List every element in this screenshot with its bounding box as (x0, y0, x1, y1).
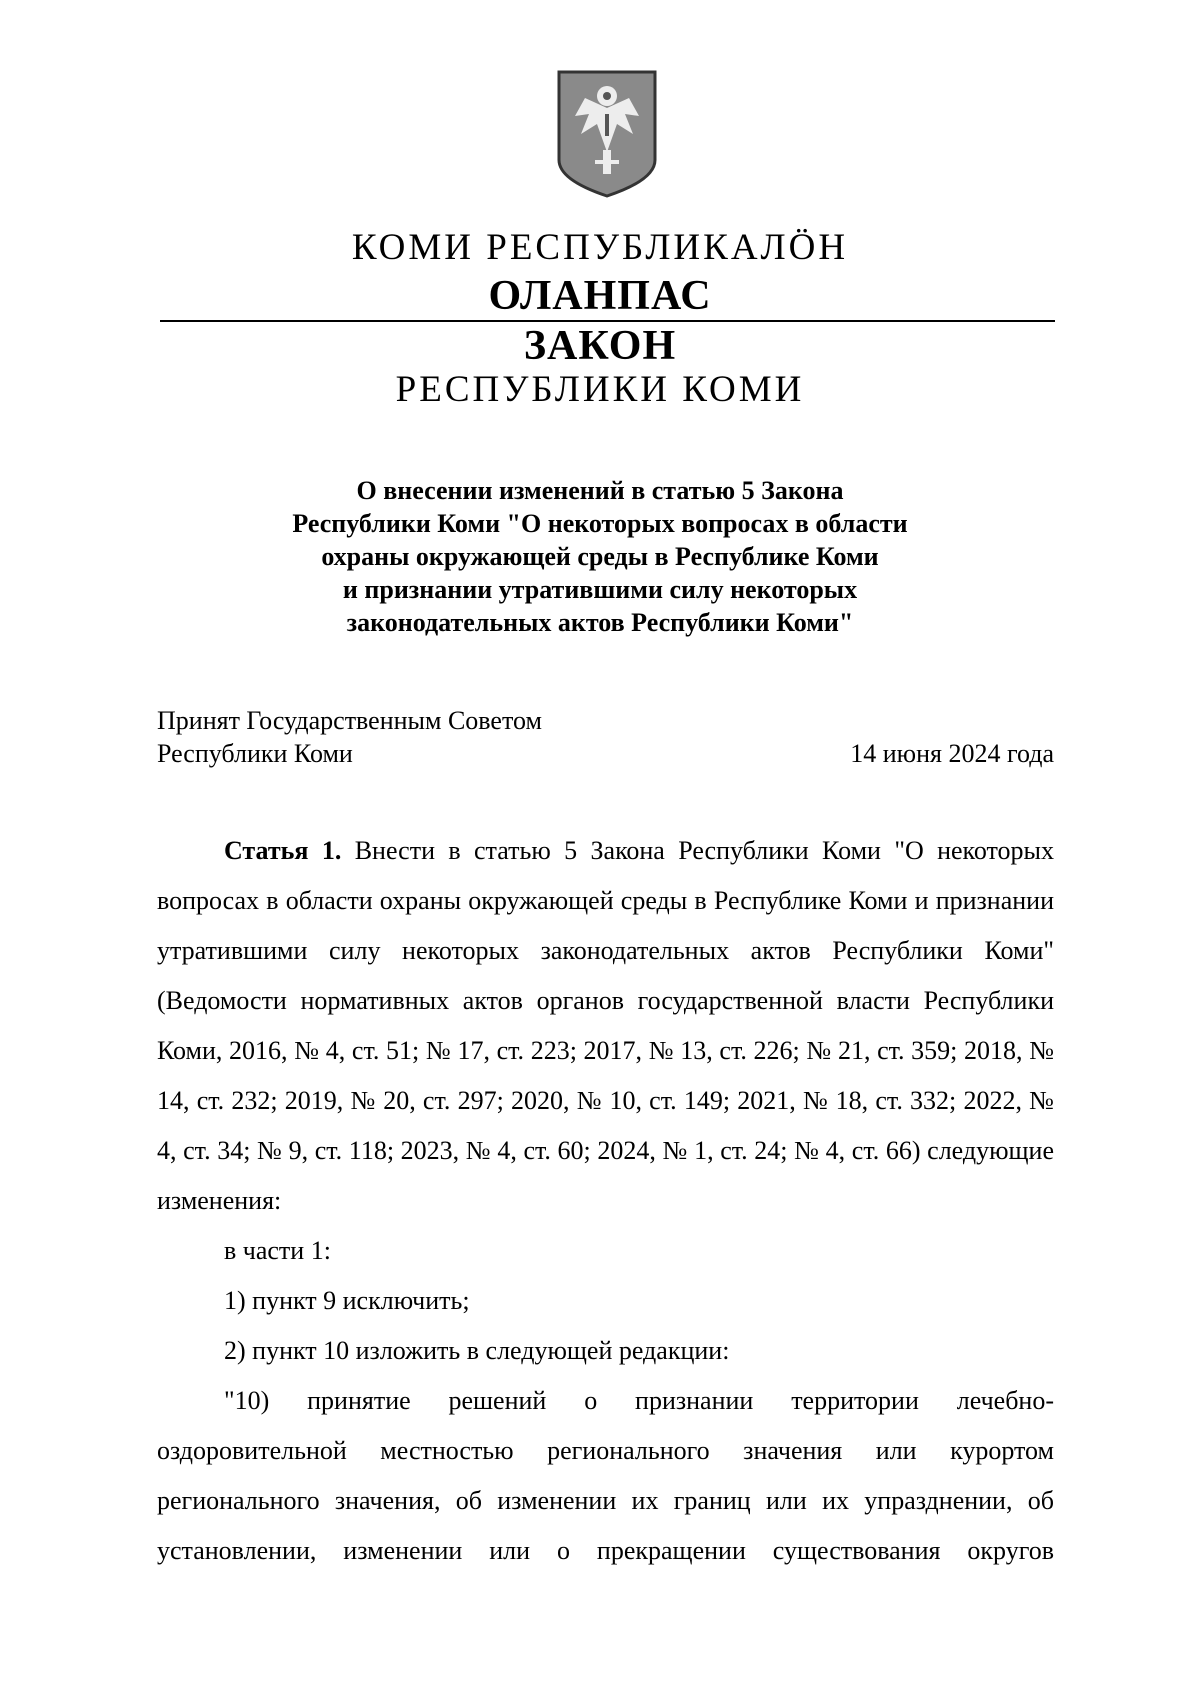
law-title (200, 474, 1000, 639)
law-title-line: законодательных актов Республики Коми" (346, 608, 854, 637)
law-title-line: охраны окружающей среды в Республике Коми (321, 542, 879, 571)
document-body (157, 826, 1054, 1576)
list-item: 1) пункт 9 исключить; (224, 1286, 470, 1315)
article-1-text: Внести в статью 5 Закона Республики Коми "О некоторых вопросах в области охраны окружающей среды в Республике Коми и признании утратившими силу некоторых законодательных актов Республики Коми" (Ведомости нормативных актов органов государственной власти Республики Коми, 2016, № 4, ст. 51; № 17, ст. 223; 2017, № 13, ст. 226; № 21, ст. 359; 2018, № 14, ст. 232; 2019, № 20, ст. 297; 2020, № 10, ст. 149; 2021, № 18, ст. 332; 2022, № 4, ст. 34; № 9, ст. 118; 2023, № 4, ст. 60; 2024, № 1, ст. 24; № 4, ст. 66) следующие изменения: (157, 836, 1055, 1215)
article-part: в части 1: (224, 1236, 331, 1265)
article-1-paragraph (157, 826, 1054, 1226)
law-title-line: Республики Коми "О некоторых вопросах в области (292, 509, 908, 538)
header-zakon: ЗАКОН (523, 323, 677, 369)
header-komi-title: КОМИ РЕСПУБЛИКАЛӦН (351, 227, 849, 268)
adoption-date: 14 июня 2024 года (850, 739, 1054, 768)
header-republic: РЕСПУБЛИКИ КОМИ (395, 369, 805, 410)
adoption-line: Республики Коми (157, 739, 353, 768)
article-label: Статья 1. (224, 836, 342, 865)
adoption-info (157, 704, 542, 770)
law-title-line: и признании утратившими силу некоторых (342, 575, 858, 604)
adoption-line: Принят Государственным Советом (157, 706, 542, 735)
komi-coat-of-arms-icon (555, 68, 659, 198)
quoted-paragraph: "10) принятие решений о признании территории лечебно-оздоровительной местностью регионального значения или курортом регионального значения, об изменении их границ или их упразднении, об установлении, изменении или о прекращении существования округов (157, 1386, 1054, 1565)
law-title-line: О внесении изменений в статью 5 Закона (356, 476, 844, 505)
header-olanpas: ОЛАНПАС (488, 273, 712, 319)
list-item: 2) пункт 10 изложить в следующей редакции: (224, 1336, 730, 1365)
